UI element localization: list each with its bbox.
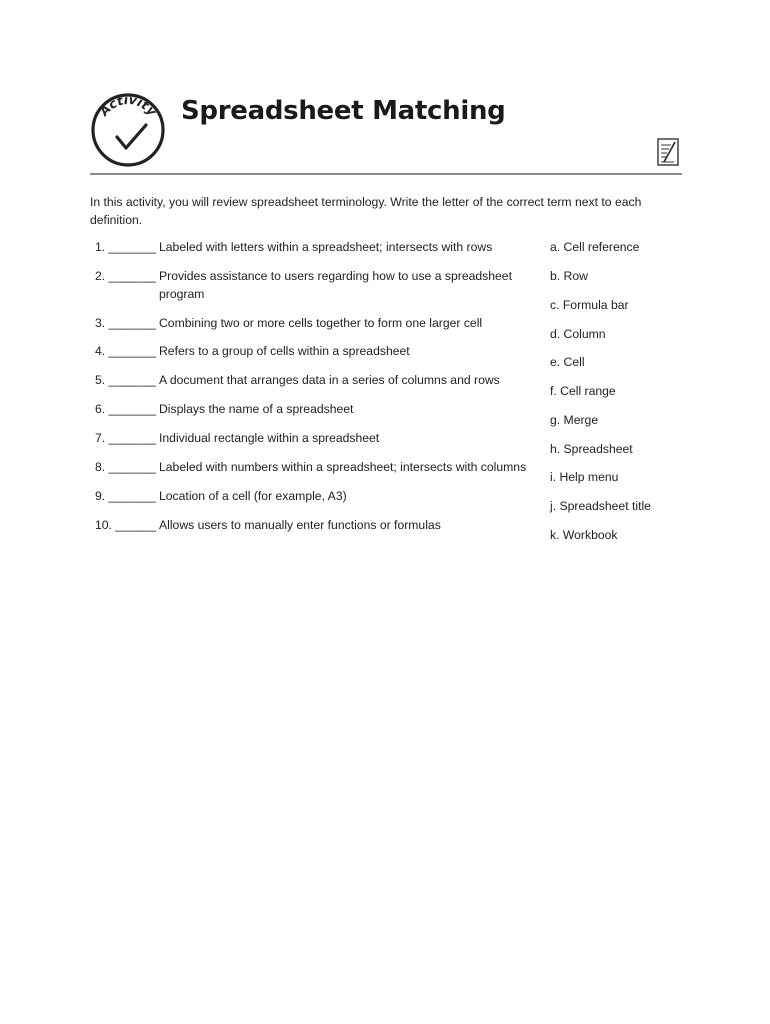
badge-label: Activity: [96, 92, 160, 119]
definition-text: Refers to a group of cells within a spreadsheet: [159, 344, 410, 358]
definition-number-blank[interactable]: 9. _______: [95, 489, 156, 503]
definition-number-blank[interactable]: 5. _______: [95, 373, 156, 387]
term-item: f. Cell range: [550, 384, 616, 398]
definition-number-blank[interactable]: 7. _______: [95, 431, 156, 445]
activity-badge-icon: [90, 92, 166, 168]
term-item: d. Column: [550, 327, 606, 341]
definition-text: Individual rectangle within a spreadsheet: [159, 431, 380, 445]
definition-text: Location of a cell (for example, A3): [159, 489, 347, 503]
term-item: e. Cell: [550, 355, 585, 369]
definition-text: Labeled with numbers within a spreadsheet; intersects with columns: [159, 460, 527, 474]
definition-number-blank[interactable]: 10. ______: [95, 518, 156, 532]
header-divider: [90, 173, 682, 175]
term-item: k. Workbook: [550, 528, 618, 542]
definition-number-blank[interactable]: 8. _______: [95, 460, 156, 474]
definition-number-blank[interactable]: 1. _______: [95, 240, 156, 254]
definition-number-blank[interactable]: 2. _______: [95, 269, 156, 283]
instructions-text: In this activity, you will review spreadsheet terminology. Write the letter of the correct term next to each definition.: [90, 195, 642, 227]
document-pencil-icon: [657, 138, 679, 166]
term-item: j. Spreadsheet title: [550, 499, 651, 513]
definition-number-blank[interactable]: 4. _______: [95, 344, 156, 358]
definition-text: Allows users to manually enter functions or formulas: [159, 518, 441, 532]
definition-text: Labeled with letters within a spreadsheet; intersects with rows: [159, 240, 493, 254]
term-item: h. Spreadsheet: [550, 442, 633, 456]
definition-text: A document that arranges data in a series of columns and rows: [159, 373, 500, 387]
term-item: b. Row: [550, 269, 588, 283]
definition-text: Combining two or more cells together to form one larger cell: [159, 316, 483, 330]
definition-text: Displays the name of a spreadsheet: [159, 402, 354, 416]
definition-text: Provides assistance to users regarding how to use a spreadsheet program: [159, 269, 512, 301]
term-item: a. Cell reference: [550, 240, 640, 254]
page-title: Spreadsheet Matching: [181, 96, 506, 126]
term-item: i. Help menu: [550, 470, 619, 484]
term-item: g. Merge: [550, 413, 599, 427]
definition-number-blank[interactable]: 6. _______: [95, 402, 156, 416]
definition-number-blank[interactable]: 3. _______: [95, 316, 156, 330]
term-item: c. Formula bar: [550, 298, 629, 312]
